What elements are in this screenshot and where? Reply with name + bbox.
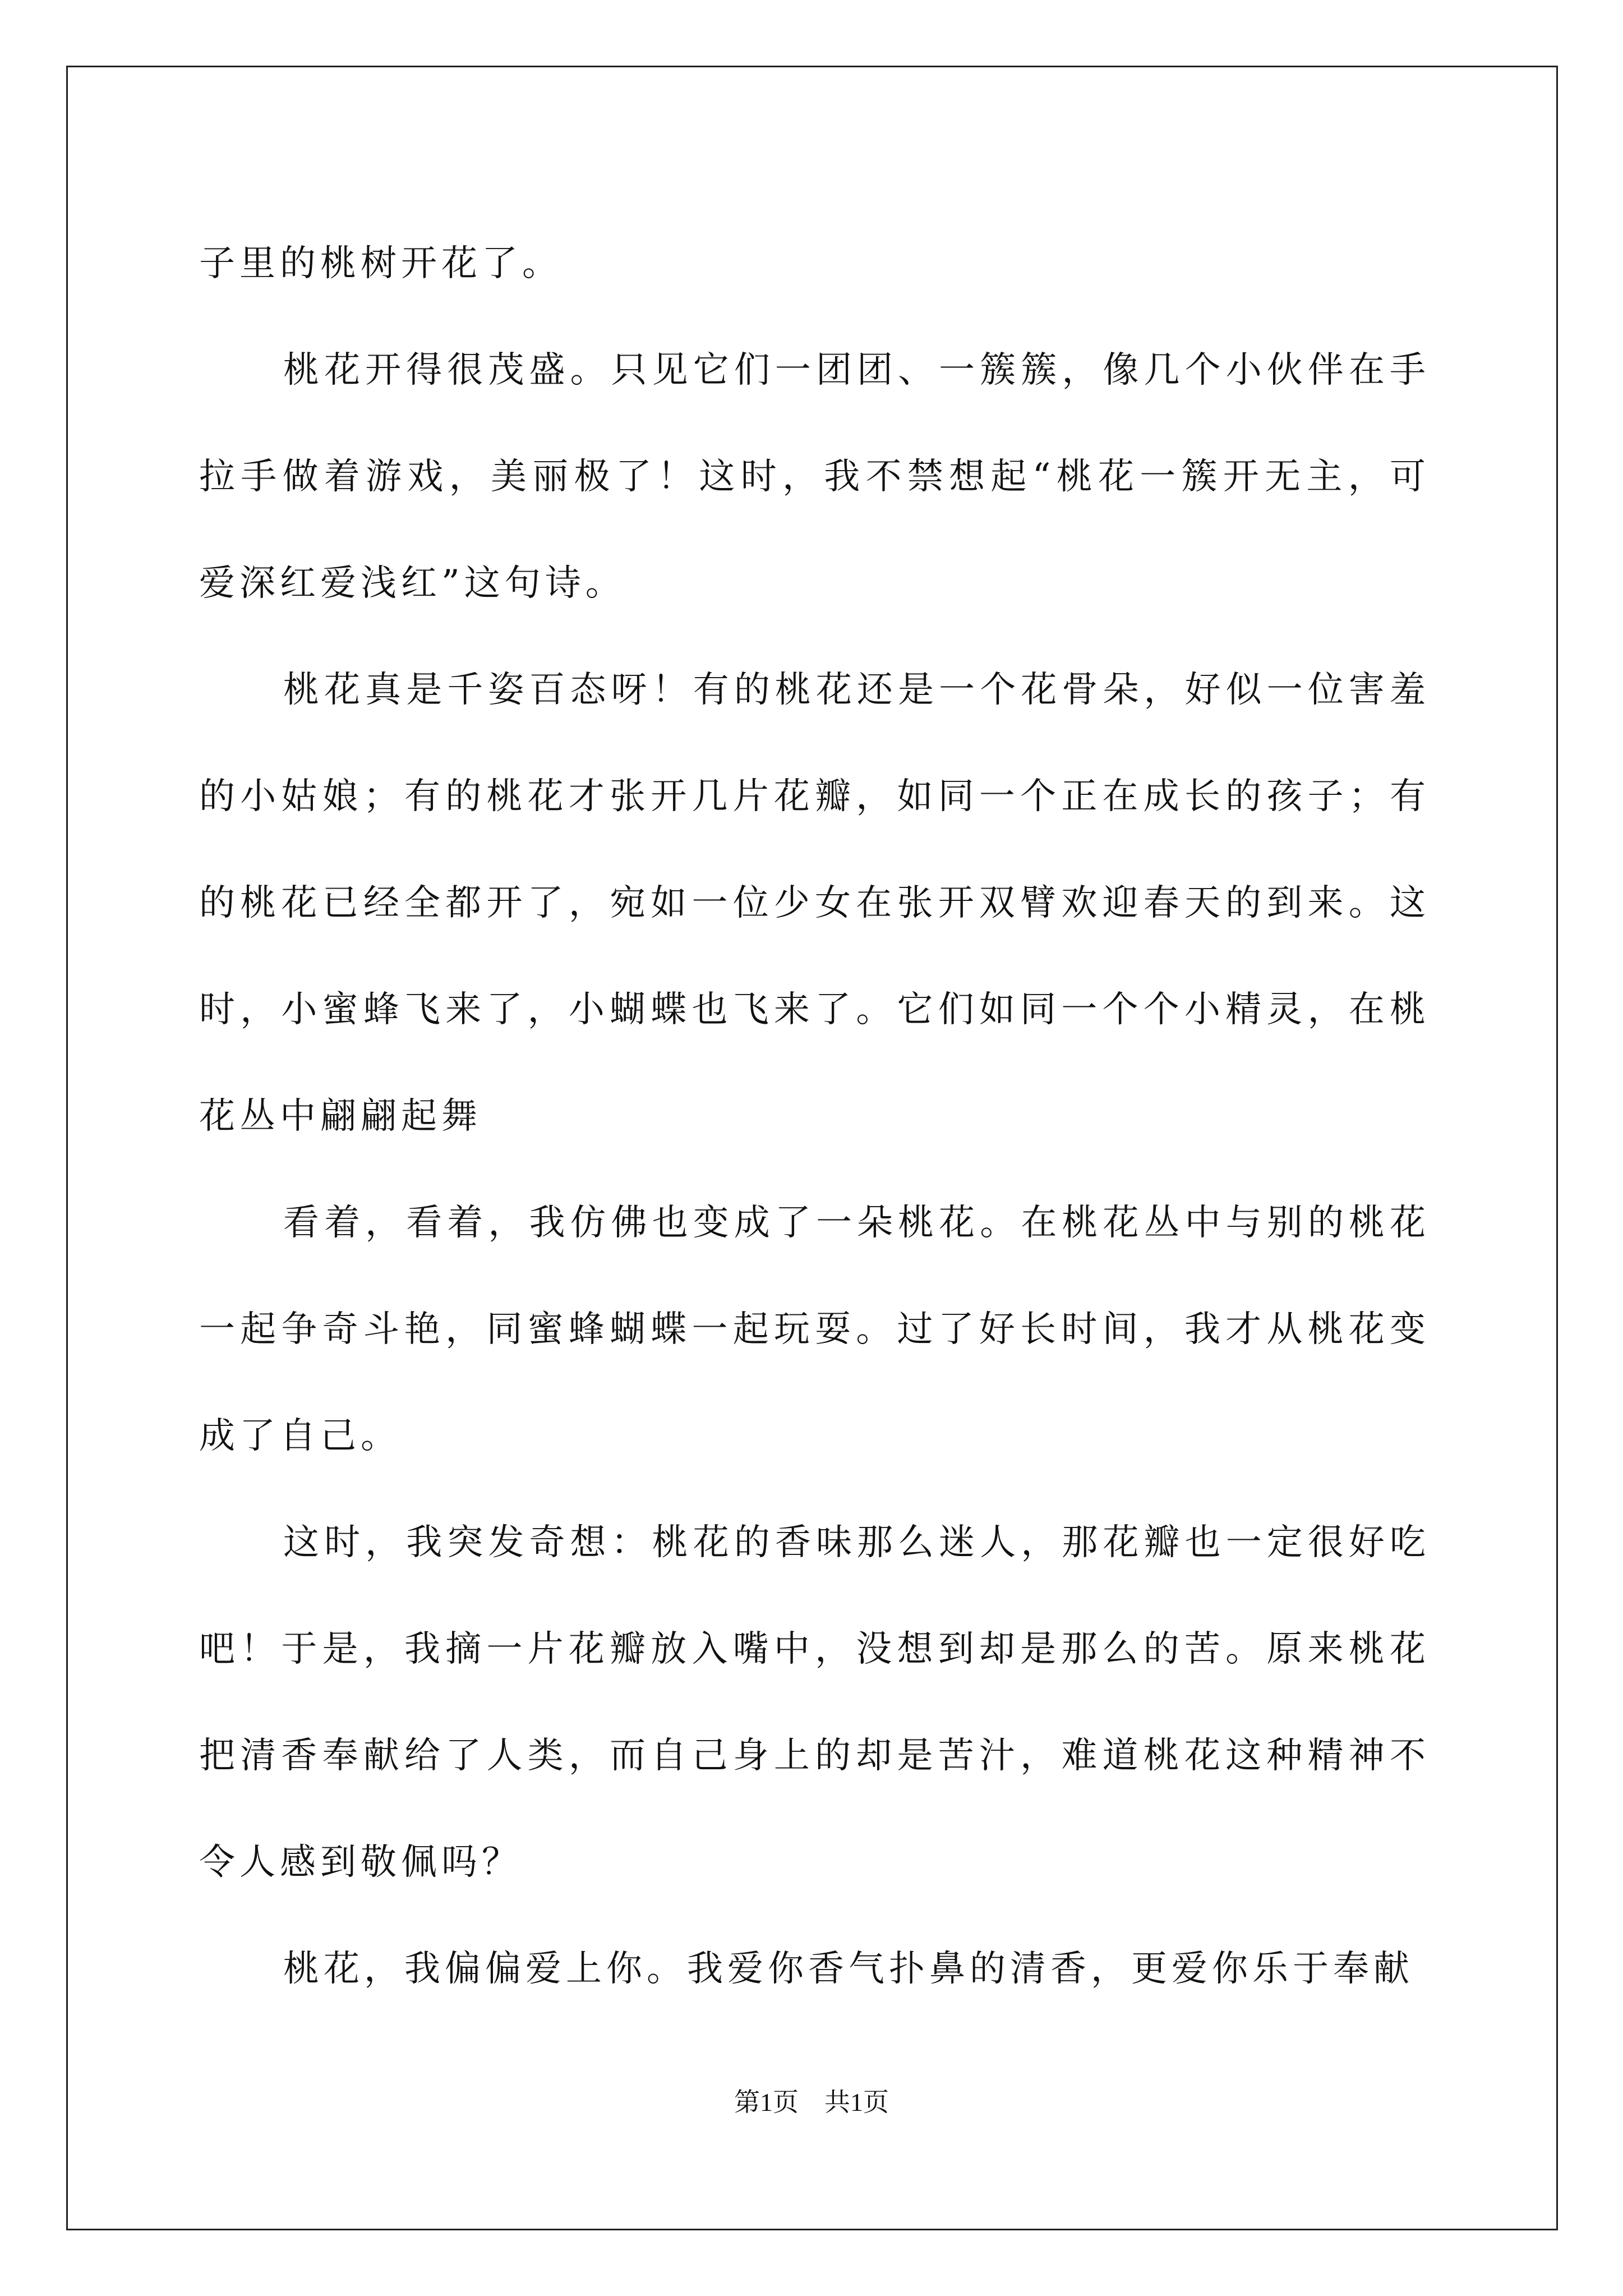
- paragraph-4: 看着，看着，我仿佛也变成了一朵桃花。在桃花丛中与别的桃花一起争奇斗艳，同蜜蜂蝴蝶一起玩耍。过了好长时间，我才从桃花变成了自己。: [199, 1202, 1430, 1457]
- page-number-footer: 第1页 共1页: [734, 2088, 889, 2116]
- paragraph-1: 子里的桃树开花了。: [199, 243, 562, 284]
- paragraph-5: 这时，我突发奇想：桃花的香味那么迷人，那花瓣也一定很好吃吧！于是，我摘一片花瓣放入嘴中，没想到却是那么的苦。原来桃花把清香奉献给了人类，而自己身上的却是苦汁，难道桃花这种精神不令人感到敬佩吗？: [199, 1522, 1430, 1883]
- paragraph-2: 桃花开得很茂盛。只见它们一团团、一簇簇，像几个小伙伴在手拉手做着游戏，美丽极了！这时，我不禁想起“桃花一簇开无主，可爱深红爱浅红”这句诗。: [199, 349, 1430, 604]
- paragraph-6: 桃花，我偏偏爱上你。我爱你香气扑鼻的清香，更爱你乐于奉献: [283, 1948, 1414, 1990]
- paragraph-3: 桃花真是千姿百态呀！有的桃花还是一个花骨朵，好似一位害羞的小姑娘；有的桃花才张开几片花瓣，如同一个正在成长的孩子；有的桃花已经全都开了，宛如一位少女在张开双臂欢迎春天的到来。这时，小蜜蜂飞来了，小蝴蝶也飞来了。它们如同一个个小精灵，在桃花丛中翩翩起舞: [199, 669, 1430, 1137]
- document-body: [199, 210, 1430, 2022]
